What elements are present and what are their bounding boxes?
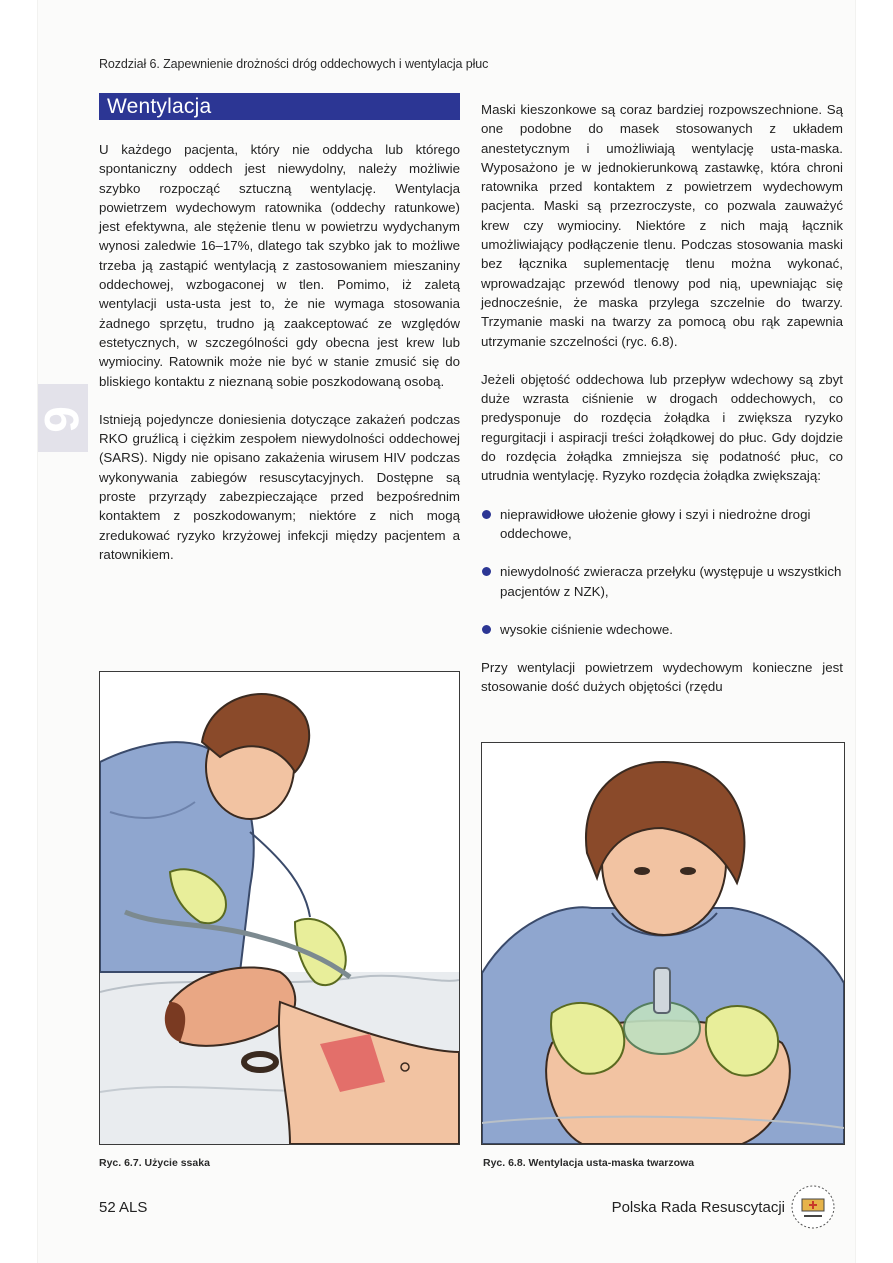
chapter-tab-number: 6: [34, 406, 88, 433]
running-head: Rozdział 6. Zapewnienie drożności dróg oddechowych i wentylacja płuc: [99, 57, 489, 71]
list-item: wysokie ciśnienie wdechowe.: [481, 620, 843, 639]
page-number: 52 ALS: [99, 1199, 148, 1216]
figure-caption: Ryc. 6.8. Wentylacja usta-maska twarzowa: [483, 1157, 695, 1169]
right-column: [481, 100, 843, 716]
figure-mouth-to-mask: [481, 742, 845, 1145]
section-title: Wentylacja: [99, 93, 460, 120]
chapter-tab: [34, 384, 88, 452]
list-item: niewydolność zwieracza przełyku (występuje u wszystkich pacjentów z NZK),: [481, 562, 843, 601]
publisher-name: Polska Rada Resuscytacji: [611, 1199, 785, 1216]
suction-illustration-icon: [100, 672, 459, 1144]
paragraph: Istnieją pojedyncze doniesienia dotyczące zakażeń podczas RKO gruźlicą i ciężkim zespołem niewydolności oddechowej (SARS). Nigdy nie opisano zakażenia wirusem HIV podczas wykonywania zabiegów resuscytacyjnych. Dostępne są proste przyrządy zabezpieczające przed bezpośrednim kontaktem z poszkodowanym; niektóre z nich mogą zredukować ryzyko krzyżowej infekcji między pacjentem a ratownikiem.: [99, 411, 460, 562]
figure-suction: [99, 671, 460, 1145]
paragraph: Przy wentylacji powietrzem wydechowym konieczne jest stosowanie dość dużych objętości (rzędu: [481, 660, 843, 695]
left-column: [99, 140, 460, 583]
publisher-logo-icon: [790, 1184, 836, 1230]
list-item: nieprawidłowe ułożenie głowy i szyi i niedrożne drogi oddechowe,: [481, 505, 843, 544]
mouth-to-mask-illustration-icon: [482, 743, 844, 1144]
figure-caption: Ryc. 6.7. Użycie ssaka: [99, 1157, 210, 1169]
paragraph: Jeżeli objętość oddechowa lub przepływ wdechowy są zbyt duże wzrasta ciśnienie w drogach oddechowych, co predysponuje do rozdęcia żołądka i zwiększa ryzyko regurgitacji i aspiracji treści żołądkowej do płuc. Gdy dojdzie do rozdęcia żołądka zmniejsza się podatność płuc, co utrudnia wentylację. Ryzyko rozdęcia żołądka zwiększają:: [481, 371, 843, 484]
paragraph: Maski kieszonkowe są coraz bardziej rozpowszechnione. Są one podobne do masek stosowanych z układem anestetycznym i umożliwiają wentylację usta-maska. Wyposażono je w jednokierunkową zastawkę, która chroni ratownika przed kontaktem z powietrzem wydechowym pacjenta. Maski są przezroczyste, co pozwala zauważyć krew czy wymiociny. Niektóre z nich mają łącznik umożliwiający podłączenie tlenu. Podczas stosowania maski bez łącznika suplementację tlenu można wykonać, wprowadzając przewód tlenowy pod nią, upewniając się jednocześnie, że maska przylega szczelnie do twarzy. Trzymanie maski na twarzy za pomocą obu rąk zapewnia utrzymanie szczelności (ryc. 6.8).: [481, 102, 843, 349]
paragraph: U każdego pacjenta, który nie oddycha lub którego spontaniczny oddech jest niewydolny, należy możliwie szybko rozpocząć sztuczną wentylację. Wentylacja powietrzem wydechowym ratownika (oddechy ratunkowe) jest efektywna, ale stężenie tlenu w powietrzu wydychanym wynosi zaledwie 16–17%, dlatego tak szybko jak to możliwe trzeba ją zastąpić wentylacją z zastosowaniem mieszaniny oddechowej, wzbogaconej w tlen. Pomimo, iż zaletą wentylacji usta-usta jest to, że nie wymaga stosowania żadnego sprzętu, trudno ją zaakceptować ze względów estetycznych, w szczególności gdy obecna jest krew lub wymiociny. Ratownik może nie być w stanie zmusić się do bliskiego kontaktu z nieznaną sobie poszkodowaną osobą.: [99, 142, 460, 389]
risk-list: [481, 505, 843, 639]
